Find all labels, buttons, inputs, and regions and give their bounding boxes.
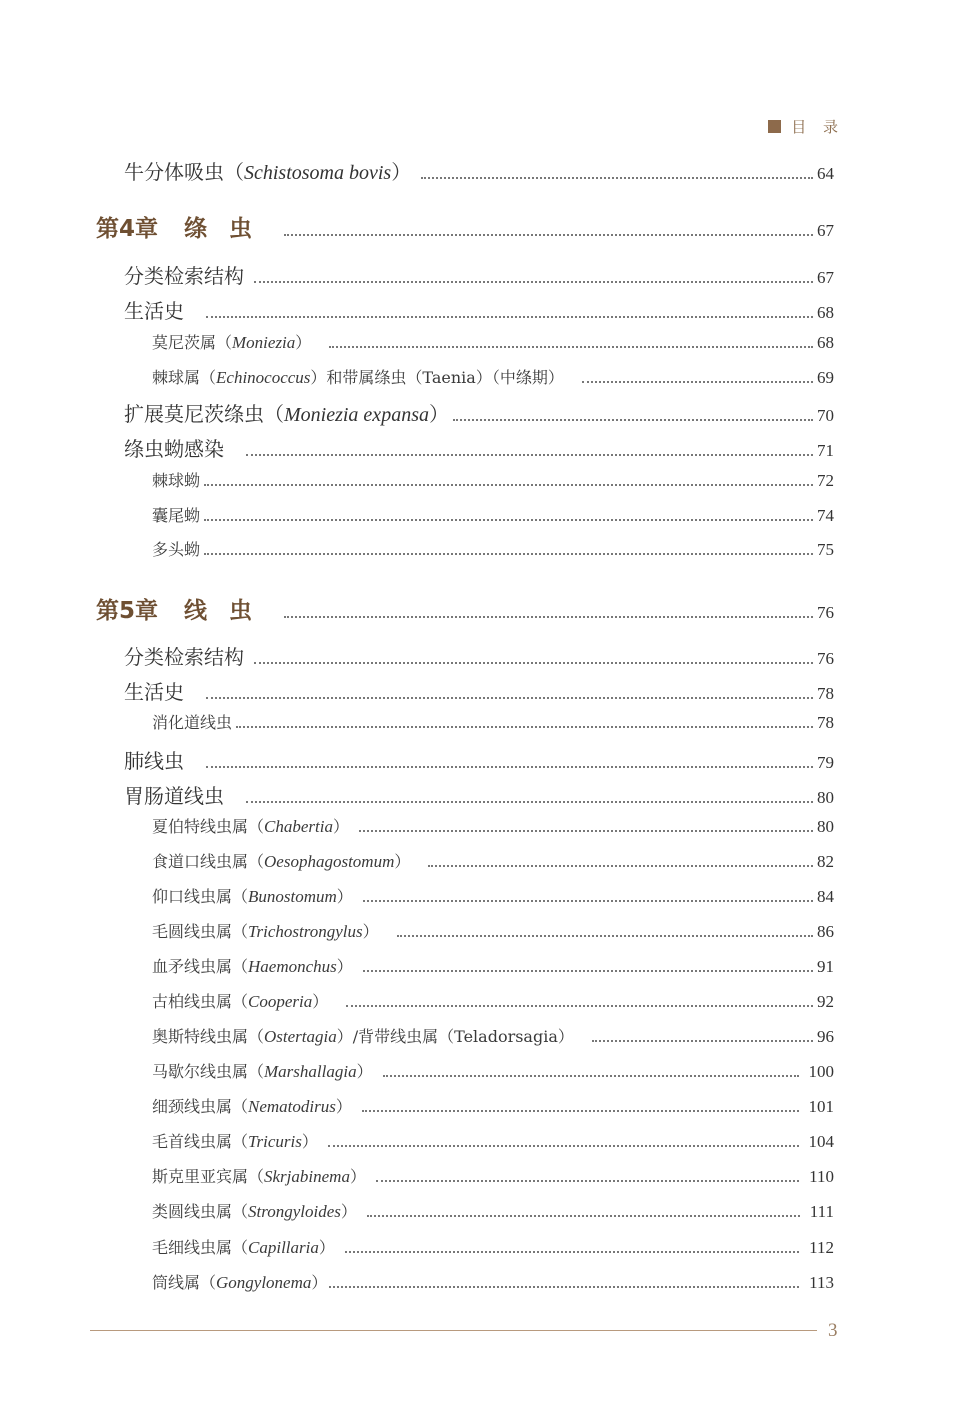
toc-subentry[interactable]	[152, 1235, 834, 1258]
entry-title: 生活史	[124, 680, 184, 704]
entry-title: 分类检索结构	[124, 264, 244, 288]
entry-title: 莫尼茨属（Moniezia）	[152, 333, 312, 352]
entry-title: 毛细线虫属（Capillaria）	[152, 1238, 335, 1257]
footer-page-number: 3	[828, 1320, 838, 1341]
page-number: 80	[817, 788, 834, 807]
page-number: 64	[817, 164, 834, 183]
leader-dots	[246, 454, 813, 456]
leader-dots	[204, 553, 813, 555]
entry-title: 马歇尔线虫属（Marshallagia）	[152, 1062, 373, 1081]
page-number: 78	[817, 713, 834, 732]
toc-subentry[interactable]	[152, 989, 834, 1012]
toc-entry[interactable]	[124, 641, 834, 670]
leader-dots	[206, 316, 813, 318]
leader-dots	[592, 1040, 813, 1042]
page-number: 100	[808, 1062, 834, 1081]
entry-title: 古柏线虫属（Cooperia）	[152, 992, 329, 1011]
leader-dots	[328, 1145, 799, 1147]
entry-title: 棘球蚴	[152, 471, 201, 490]
toc-entry[interactable]	[124, 260, 834, 289]
entry-title: 消化道线虫	[152, 713, 233, 732]
page-number: 111	[809, 1202, 834, 1221]
leader-dots	[246, 801, 813, 803]
leader-dots	[428, 865, 813, 867]
entry-title: 食道口线虫属（Oesophagostomum）	[152, 852, 411, 871]
leader-dots	[363, 900, 813, 902]
toc-entry[interactable]	[124, 156, 834, 185]
toc-subentry[interactable]	[152, 1059, 834, 1082]
entry-title: 细颈线虫属（Nematodirus）	[152, 1097, 352, 1116]
page-number: 70	[817, 406, 834, 425]
toc-subentry[interactable]	[152, 1164, 834, 1187]
footer-rule	[90, 1330, 817, 1331]
page-number: 68	[817, 303, 834, 322]
leader-dots	[362, 1110, 799, 1112]
toc-subentry[interactable]	[152, 1129, 834, 1152]
toc-subentry[interactable]	[152, 537, 834, 560]
toc-subentry[interactable]	[152, 919, 834, 942]
toc-entry[interactable]	[124, 780, 834, 809]
chapter-heading[interactable]	[96, 210, 834, 243]
toc-subentry[interactable]	[152, 468, 834, 491]
leader-dots	[206, 697, 813, 699]
leader-dots	[204, 484, 813, 486]
leader-dots	[329, 1286, 799, 1288]
chapter-title: 绦虫	[184, 216, 275, 242]
page-number: 79	[817, 753, 834, 772]
toc-subentry[interactable]	[152, 849, 834, 872]
page-number: 91	[817, 957, 834, 976]
leader-dots	[284, 616, 813, 618]
page-number: 86	[817, 922, 834, 941]
entry-title: 牛分体吸虫（Schistosoma bovis）	[124, 160, 412, 184]
entry-title: 多头蚴	[152, 540, 201, 559]
leader-dots	[367, 1215, 800, 1217]
page-number: 84	[817, 887, 834, 906]
entry-title: 血矛线虫属（Haemonchus）	[152, 957, 353, 976]
leader-dots	[329, 346, 813, 348]
toc-subentry[interactable]	[152, 710, 834, 733]
entry-title: 仰口线虫属（Bunostomum）	[152, 887, 353, 906]
header-label: 目 录	[791, 118, 844, 136]
leader-dots	[236, 726, 813, 728]
page-number: 112	[809, 1238, 834, 1257]
leader-dots	[383, 1075, 799, 1077]
page-number: 72	[817, 471, 834, 490]
page-number: 76	[817, 603, 834, 622]
leader-dots	[363, 970, 813, 972]
toc-subentry[interactable]	[152, 1270, 834, 1293]
entry-title: 棘球属（Echinococcus）和带属绦虫（Taenia）（中绦期）	[152, 368, 564, 387]
chapter-title: 线虫	[184, 598, 275, 624]
entry-title: 毛首线虫属（Tricuris）	[152, 1132, 318, 1151]
leader-dots	[453, 419, 813, 421]
page-number: 69	[817, 368, 834, 387]
toc-subentry[interactable]	[152, 954, 834, 977]
leader-dots	[421, 177, 813, 179]
page-number: 67	[817, 268, 834, 287]
entry-title: 毛圆线虫属（Trichostrongylus）	[152, 922, 379, 941]
header-square-icon	[768, 120, 781, 133]
chapter-heading[interactable]	[96, 592, 834, 625]
leader-dots	[397, 935, 813, 937]
leader-dots	[206, 766, 813, 768]
leader-dots	[254, 662, 813, 664]
toc-subentry[interactable]	[152, 1024, 834, 1047]
entry-title: 绦虫蚴感染	[124, 437, 224, 461]
page-number: 68	[817, 333, 834, 352]
entry-title: 肺线虫	[124, 749, 184, 773]
leader-dots	[345, 1251, 799, 1253]
entry-title: 奥斯特线虫属（Ostertagia）/背带线虫属（Teladorsagia）	[152, 1027, 574, 1046]
leader-dots	[359, 830, 813, 832]
page-number: 110	[809, 1167, 834, 1186]
chapter-number: 第4章	[96, 216, 159, 242]
page-number: 78	[817, 684, 834, 703]
entry-title: 筒线属（Gongylonema）	[152, 1273, 328, 1292]
running-header	[768, 116, 844, 137]
entry-title: 生活史	[124, 299, 184, 323]
leader-dots	[582, 381, 813, 383]
page-number: 101	[808, 1097, 834, 1116]
page-number: 80	[817, 817, 834, 836]
chapter-number: 第5章	[96, 598, 159, 624]
leader-dots	[284, 234, 813, 236]
page-number: 82	[817, 852, 834, 871]
leader-dots	[204, 519, 813, 521]
entry-title: 囊尾蚴	[152, 506, 201, 525]
page-number: 75	[817, 540, 834, 559]
toc-subentry[interactable]	[152, 814, 834, 837]
toc-subentry[interactable]	[152, 365, 834, 388]
toc-entry[interactable]	[124, 398, 834, 427]
page-number: 74	[817, 506, 834, 525]
page-number: 92	[817, 992, 834, 1011]
page-number: 76	[817, 649, 834, 668]
toc-subentry[interactable]	[152, 503, 834, 526]
entry-title: 斯克里亚宾属（Skrjabinema）	[152, 1167, 366, 1186]
toc-subentry[interactable]	[152, 884, 834, 907]
toc-subentry[interactable]	[152, 1199, 834, 1222]
toc-entry[interactable]	[124, 433, 834, 462]
entry-title: 类圆线虫属（Strongyloides）	[152, 1202, 357, 1221]
entry-title: 夏伯特线虫属（Chabertia）	[152, 817, 349, 836]
page-number: 96	[817, 1027, 834, 1046]
leader-dots	[254, 281, 813, 283]
leader-dots	[346, 1005, 813, 1007]
entry-title: 胃肠道线虫	[124, 784, 224, 808]
entry-title: 分类检索结构	[124, 645, 244, 669]
page-number: 113	[809, 1273, 834, 1292]
toc-entry[interactable]	[124, 745, 834, 774]
toc-entry[interactable]	[124, 295, 834, 324]
page-number: 67	[817, 221, 834, 240]
toc-entry[interactable]	[124, 676, 834, 705]
leader-dots	[376, 1180, 799, 1182]
entry-title: 扩展莫尼茨绦虫（Moniezia expansa）	[124, 402, 449, 426]
toc-subentry[interactable]	[152, 330, 834, 353]
page-number: 104	[808, 1132, 834, 1151]
toc-subentry[interactable]	[152, 1094, 834, 1117]
page-number: 71	[817, 441, 834, 460]
